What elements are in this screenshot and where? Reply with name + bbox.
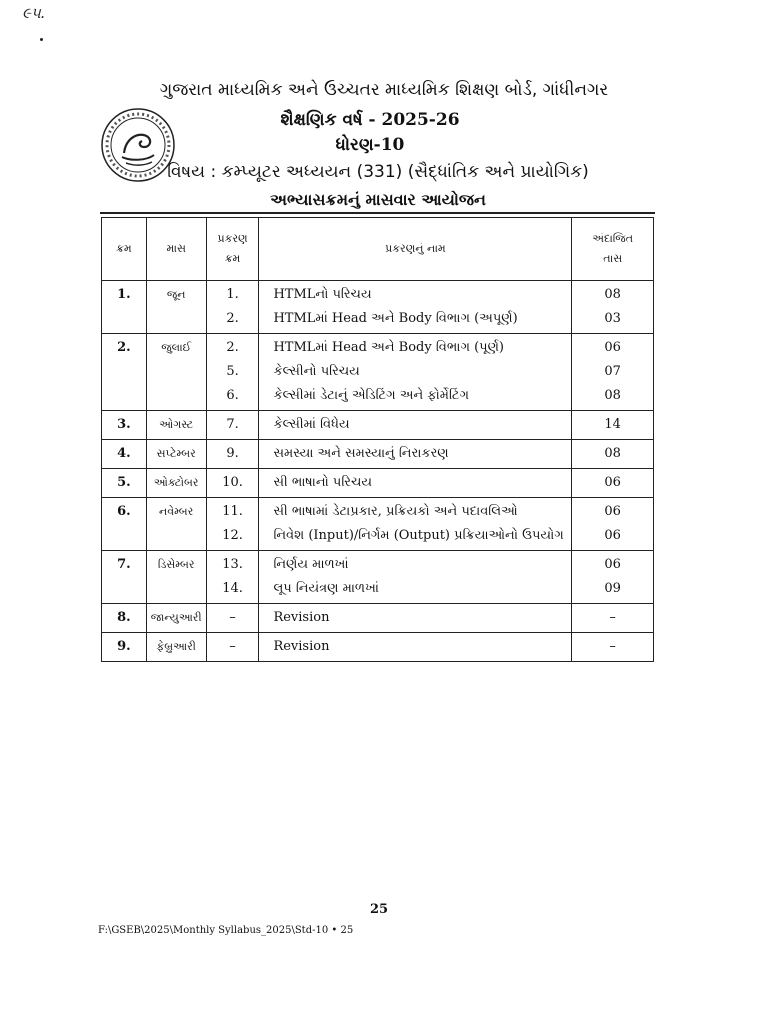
header-rule [100,212,655,214]
header-chapter-no-line1: પ્રકરણ [217,232,248,245]
month-cell [146,334,206,411]
periods-cell [572,633,654,662]
chapter-number: 10. [222,475,243,490]
period-count: 06 [604,528,621,543]
standard-label: ધોરણ-10 [335,135,405,155]
chapter-number: 6. [226,388,239,403]
syllabus-table [101,217,654,662]
sr-number: 3. [117,417,131,432]
header-periods [572,218,654,281]
chapter-no-cell [206,551,259,604]
plan-title: અભ્યાસક્રમનું માસવાર આયોજન [270,190,486,209]
table-row [102,469,654,498]
sr-number: 6. [117,504,131,519]
periods-cell [572,551,654,604]
period-count: 14 [604,417,621,432]
sr-number: 1. [117,287,131,302]
chapter-no-cell [206,411,259,440]
sr-number: 4. [117,446,131,461]
header-periods-line1: અંદાજિત [592,232,633,245]
chapter-name: લૂપ નિયંત્રણ માળખાં [273,581,379,596]
period-count: 08 [604,388,621,403]
chapter-name-cell [259,281,572,334]
period-count: 07 [604,364,621,379]
periods-cell [572,411,654,440]
chapter-no-cell [206,281,259,334]
sr-number: 2. [117,340,131,355]
page-number: 25 [370,902,389,917]
month-name: જાન્યુઆરી [150,611,202,624]
chapter-number: 2. [226,311,239,326]
table-row [102,551,654,604]
month-name: જુલાઈ [161,341,192,354]
chapter-number: – [229,639,236,654]
chapter-number: 5. [226,364,239,379]
period-count: 03 [604,311,621,326]
sr-cell [102,604,147,633]
board-name: ગુજરાત માધ્યમિક અને ઉચ્ચતર માધ્યમિક શિક્ષણ બોર્ડ, ગાંધીનગર [159,80,609,100]
table-row [102,411,654,440]
chapter-name: કેલ્સીમાં વિધેય [273,417,350,432]
periods-cell [572,281,654,334]
sr-cell [102,551,147,604]
chapter-no-cell [206,604,259,633]
sr-cell [102,281,147,334]
header-month: માસ [146,218,206,281]
chapter-number: 14. [222,581,243,596]
month-cell [146,281,206,334]
chapter-name: કેલ્સીનો પરિચય [273,364,360,379]
periods-cell [572,604,654,633]
chapter-name: સી ભાષામાં ડેટાપ્રકાર, પ્રક્રિયકો અને પદાવલિઓ [273,504,518,519]
period-count: 06 [604,340,621,355]
table-row [102,281,654,334]
header-chapter-no-line2: ક્રમ [224,252,241,265]
period-count: 08 [604,446,621,461]
chapter-name-cell [259,551,572,604]
chapter-name: HTMLમાં Head અને Body વિભાગ (અપૂર્ણ) [273,311,518,326]
chapter-name: HTMLનો પરિચય [273,287,372,302]
periods-cell [572,498,654,551]
periods-cell [572,334,654,411]
academic-year: શૈક્ષણિક વર્ષ - 2025-26 [280,110,460,130]
chapter-name-cell [259,469,572,498]
month-cell [146,604,206,633]
chapter-number: 1. [226,287,239,302]
period-count: 08 [604,287,621,302]
ink-dot [40,38,43,41]
month-cell [146,411,206,440]
subject-title: વિષય : કમ્પ્યૂટર અધ્યયન (331) (સૈદ્ધાંતિક અને પ્રાયોગિક) [167,162,589,182]
chapter-number: 11. [222,504,243,519]
sr-cell [102,498,147,551]
sr-cell [102,440,147,469]
period-count: 09 [604,581,621,596]
sr-cell [102,334,147,411]
chapter-name: HTMLમાં Head અને Body વિભાગ (પૂર્ણ) [273,340,504,355]
chapter-no-cell [206,469,259,498]
chapter-number: 13. [222,557,243,572]
sr-number: 9. [117,639,131,654]
header-sr: ક્રમ [102,218,147,281]
chapter-name: સમસ્યા અને સમસ્યાનું નિરાકરણ [273,446,449,461]
period-count: 06 [604,557,621,572]
chapter-number: – [229,610,236,625]
month-cell [146,633,206,662]
header-periods-line2: તાસ [603,252,623,265]
chapter-name: Revision [273,610,330,625]
periods-cell [572,440,654,469]
chapter-name-cell [259,633,572,662]
chapter-name: નિર્ણય માળખાં [273,557,349,572]
footer-file-path: F:\GSEB\2025\Monthly Syllabus_2025\Std-10 • 25 [98,925,354,936]
table-row [102,440,654,469]
chapter-name-cell [259,411,572,440]
table-row [102,498,654,551]
chapter-name: સી ભાષાનો પરિચય [273,475,373,490]
periods-cell [572,469,654,498]
chapter-number: 2. [226,340,239,355]
month-cell [146,440,206,469]
period-count: 06 [604,475,621,490]
sr-cell [102,633,147,662]
chapter-no-cell [206,498,259,551]
period-count: – [609,639,616,654]
month-name: જૂન [166,288,186,301]
table-row [102,334,654,411]
chapter-name: Revision [273,639,330,654]
month-name: સપ્ટેમ્બર [156,447,196,460]
chapter-name-cell [259,498,572,551]
sr-number: 5. [117,475,131,490]
sr-number: 8. [117,610,131,625]
period-count: – [609,610,616,625]
chapter-name-cell [259,440,572,469]
chapter-number: 12. [222,528,243,543]
table-row [102,633,654,662]
period-count: 06 [604,504,621,519]
chapter-name: કેલ્સીમાં ડેટાનું એડિટિંગ અને ફોર્મેટિંગ [273,388,469,403]
month-name: નવેમ્બર [159,505,194,518]
month-name: ઓગસ્ટ [159,418,194,431]
handwritten-note: ૯૫. [22,4,46,22]
month-name: ડિસેમ્બર [157,558,195,571]
table-header-row [102,218,654,281]
month-cell [146,469,206,498]
chapter-no-cell [206,440,259,469]
month-name: ઓક્ટોબર [153,476,199,489]
chapter-name: નિવેશ (Input)/નિર્ગમ (Output) પ્રક્રિયાઓનો ઉપયોગ [273,528,564,543]
chapter-no-cell [206,334,259,411]
chapter-no-cell [206,633,259,662]
month-name: ફેબ્રુઆરી [156,640,196,653]
chapter-number: 9. [226,446,239,461]
table-row [102,604,654,633]
sr-cell [102,469,147,498]
chapter-name-cell [259,604,572,633]
chapter-name-cell [259,334,572,411]
header-chapter-name: પ્રકરણનું નામ [259,218,572,281]
month-cell [146,498,206,551]
chapter-number: 7. [226,417,239,432]
board-seal-logo [100,107,176,183]
sr-number: 7. [117,557,131,572]
sr-cell [102,411,147,440]
month-cell [146,551,206,604]
header-chapter-no [206,218,259,281]
